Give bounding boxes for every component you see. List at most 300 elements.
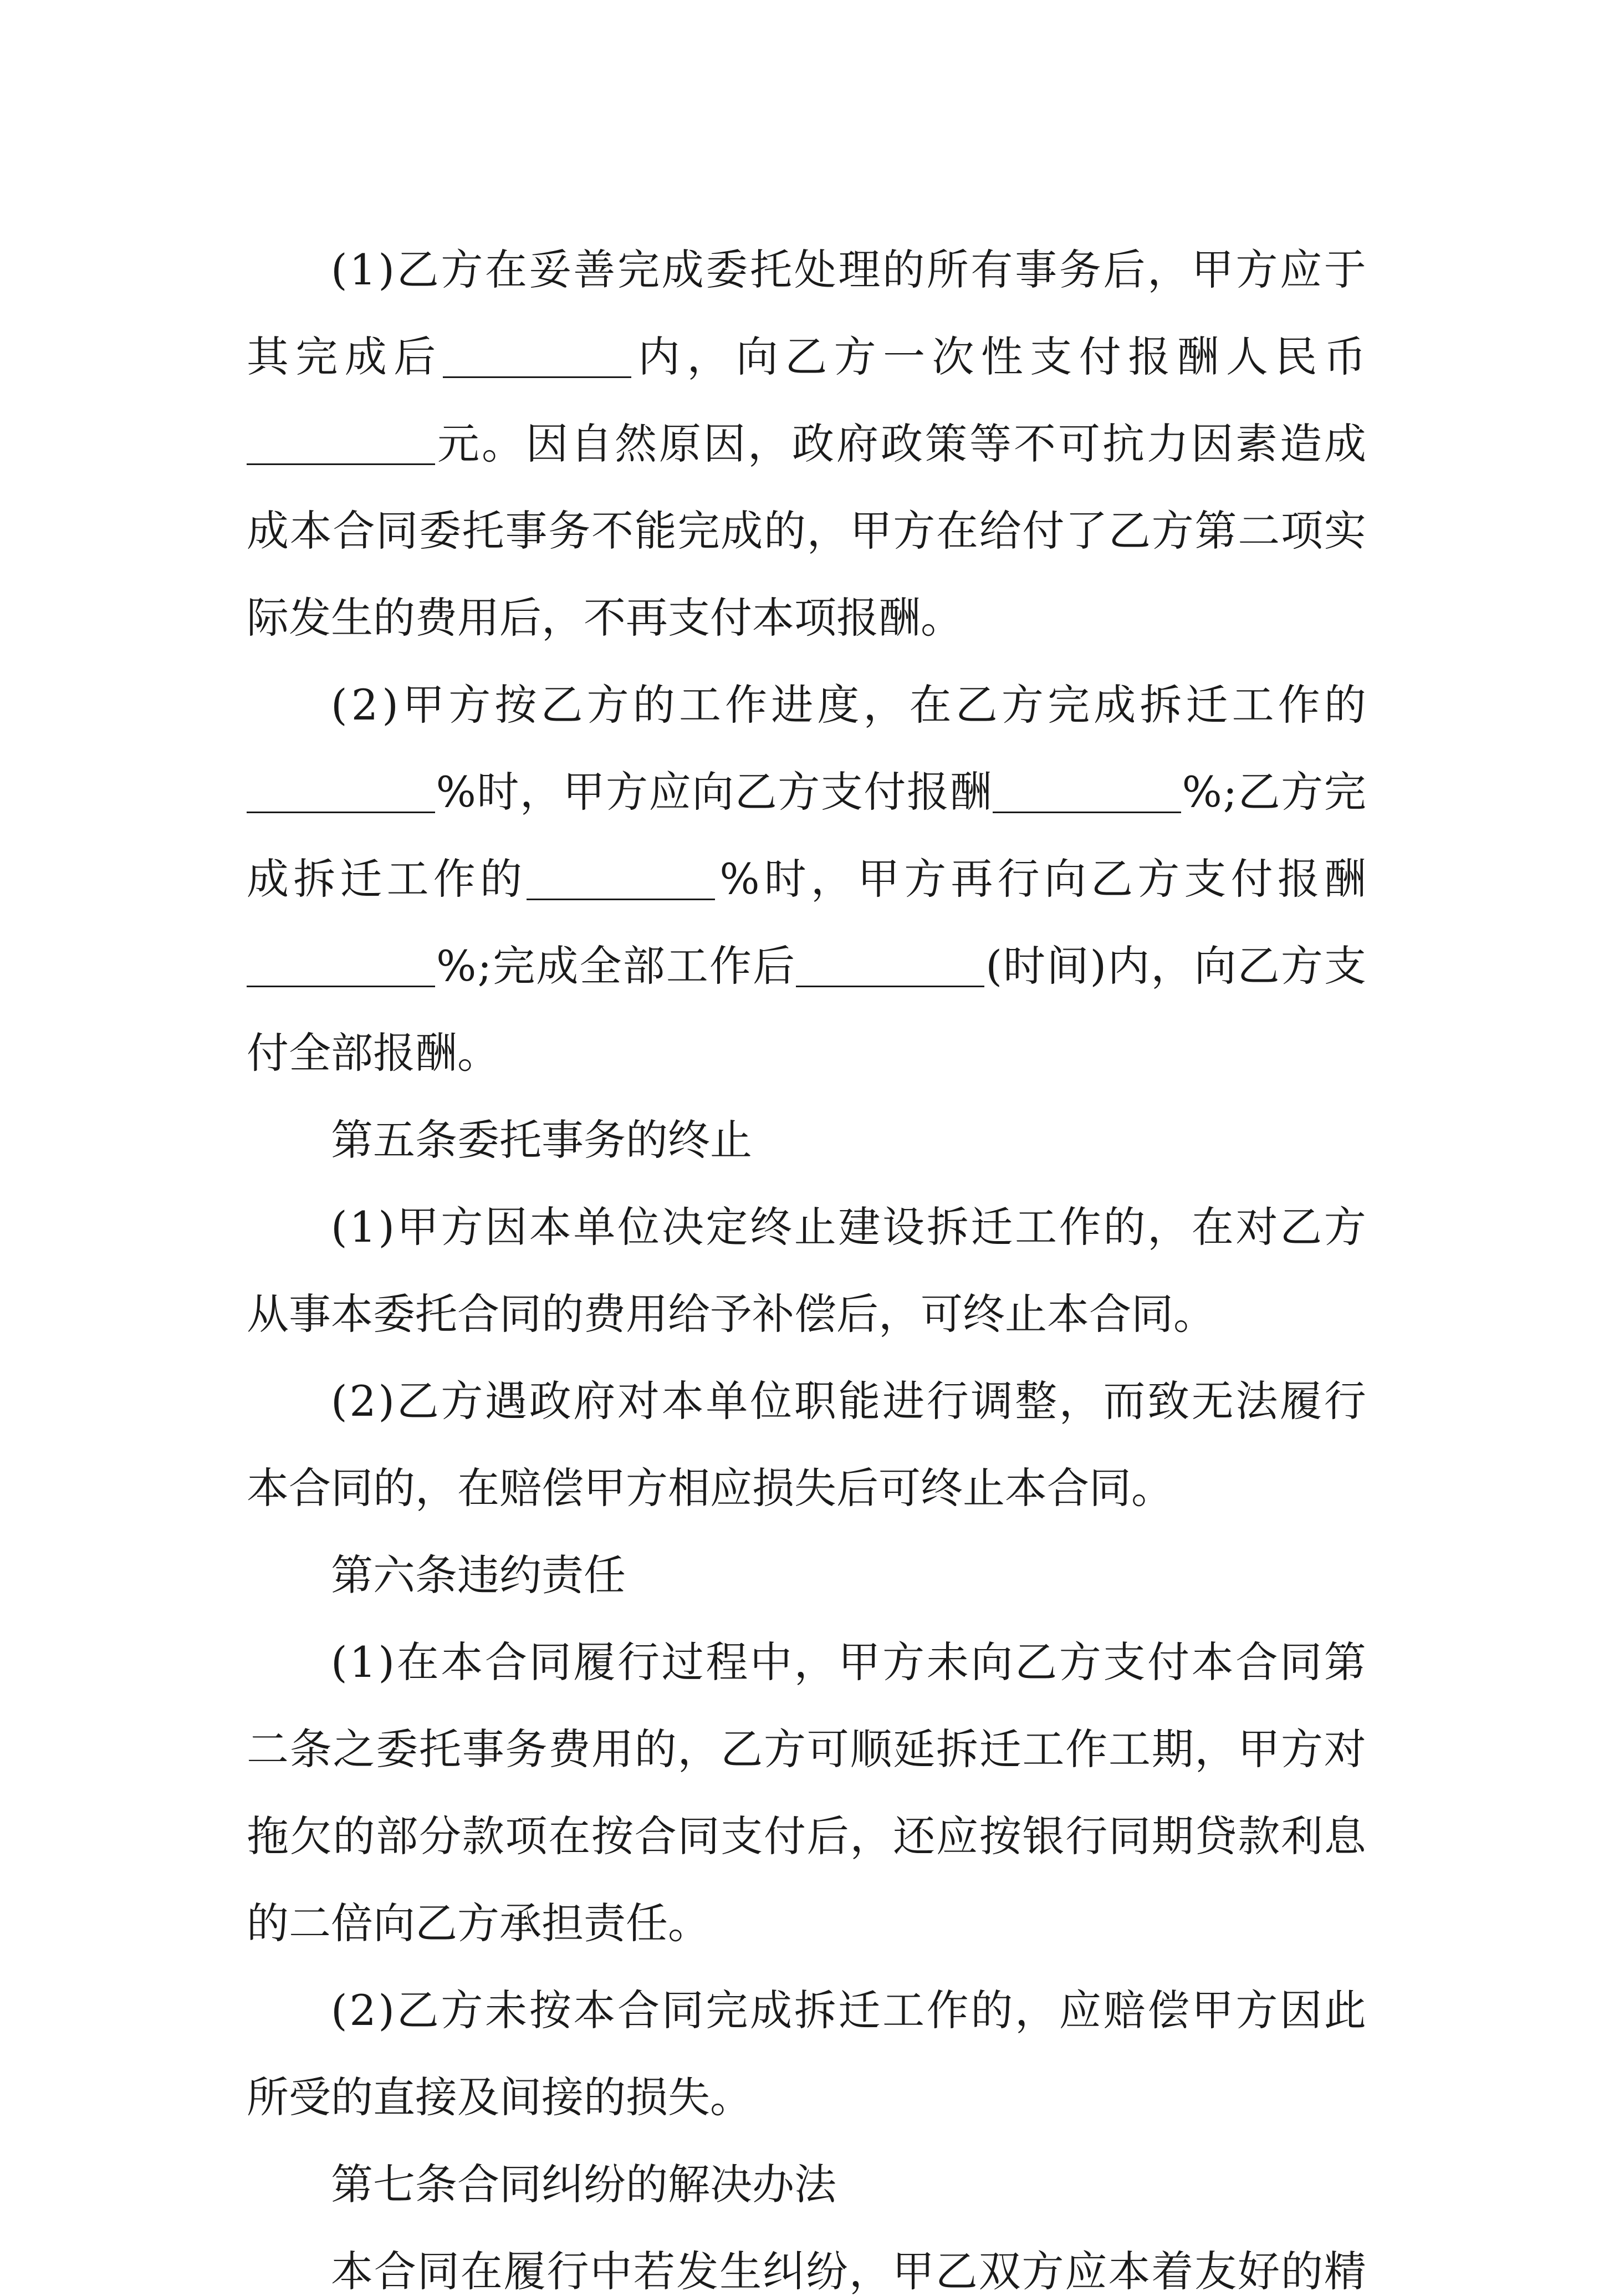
text-char: 政 [792,419,834,468]
text-char: 有 [970,245,1013,294]
text-char: 方 [1235,1986,1278,2035]
text-char: 付 [1022,506,1065,555]
text-line [247,1422,1366,1513]
text-char: 之 [333,1724,375,1774]
text-char: 原 [659,419,701,468]
text-char: 完 [493,941,535,991]
text-char: 处 [794,245,836,294]
text-char: 可 [921,1289,963,1339]
text-char: 能 [838,1376,881,1426]
text-char: 按 [529,1986,571,2035]
text-char: 合 [485,1637,528,1687]
text-char: 在 [485,245,528,294]
text-char: 还 [893,1812,936,1861]
text-char: 终 [750,1202,793,1252]
text-char: 支 [668,593,710,642]
text-char: 后 [499,593,542,642]
text-char: 同 [677,1812,720,1861]
text-char: 。 [482,419,524,468]
text-char: 付 [1230,854,1273,904]
text-char: 部 [376,1812,418,1861]
text-char: 方 [626,1463,668,1513]
text-char: 方 [457,1899,499,1948]
text-char: ; [477,941,492,991]
text-char: 可 [1058,419,1100,468]
text-char: 元 [437,419,479,468]
fill-in-blank [247,425,435,465]
text-char: 后 [806,1812,849,1861]
text-char: 的 [632,680,675,729]
text-char: 性 [980,332,1023,381]
text-char: 2 [349,1986,376,2035]
text-char: 项 [794,593,836,642]
text-char: 方 [1280,941,1323,991]
text-char: 任 [584,1550,626,1600]
text-char: 甲 [1191,245,1234,294]
text-char: 工 [1232,680,1274,729]
text-char: 的 [247,1899,289,1948]
text-char: 责 [584,1899,626,1948]
text-char: 完 [295,332,338,381]
text-char: 向 [373,1899,415,1948]
text-char: 1 [349,245,376,294]
text-char: 工 [1109,1724,1151,1774]
text-char: 按 [591,1812,634,1861]
text-char: 此 [1324,1986,1366,2035]
text-char: 方 [441,1376,483,1426]
text-char: 同 [1131,1289,1173,1339]
text-char: 履 [573,1637,616,1687]
text-char: ) [378,1376,395,1426]
text-char: 支 [1030,332,1072,381]
text-char: 的 [970,1986,1013,2035]
text-line [247,204,1366,294]
text-char: ， [1147,245,1190,294]
fill-in-blank [443,338,631,378]
text-char: ， [1194,1724,1237,1774]
text-char: 方 [834,332,876,381]
text-char: 事 [505,506,548,555]
text-char: 务 [548,506,591,555]
text-char: 本 [1108,2247,1151,2296]
text-char: 同 [331,1463,373,1513]
text-char: 乙 [1109,506,1151,555]
text-char: 方 [441,1986,483,2035]
text-char: 方 [1021,2247,1064,2296]
text-char: 费 [584,1289,626,1339]
text-char: 委 [706,245,748,294]
text-line [247,1683,1366,1774]
text-char: 七 [373,2160,415,2209]
text-char: 予 [710,1289,752,1339]
text-char: 务 [1059,245,1101,294]
text-char: 际 [247,593,289,642]
text-char: 工 [386,854,429,904]
text-char: 完 [1048,680,1090,729]
text-char: ， [1015,1986,1058,2035]
text-char: 第 [331,2160,373,2209]
text-char: 委 [457,1115,499,1165]
text-char: 履 [1280,1376,1322,1426]
text-char: 府 [836,419,878,468]
text-char: ( [331,1202,348,1252]
text-char: 乙 [415,1899,457,1948]
text-char: ， [1151,941,1193,991]
text-char: 自 [570,419,612,468]
text-char: 而 [1103,1376,1146,1426]
text-char: 酬 [878,593,921,642]
text-char: 可 [878,1463,921,1513]
text-char: 接 [415,2073,457,2122]
text-char: 合 [1235,1637,1278,1687]
text-char: ( [331,680,348,729]
text-char: 作 [1065,1724,1108,1774]
text-line [247,2119,1366,2209]
text-char: 作 [926,1986,969,2035]
text-char: 托 [462,506,504,555]
text-char: 本 [331,1289,373,1339]
text-char: 乙 [396,1376,439,1426]
text-char: 承 [499,1899,542,1948]
text-char: 乙 [1238,767,1280,817]
text-char: 方 [441,245,483,294]
text-char: 受 [289,2073,331,2122]
text-char: ( [985,941,1003,991]
text-char: 乙 [721,1724,763,1774]
text-char: 向 [735,332,778,381]
text-char: 按 [494,680,537,729]
text-char: 方 [1235,245,1278,294]
text-char: 行 [997,854,1040,904]
text-char: 务 [505,1724,548,1774]
text-char: 的 [479,854,522,904]
text-char: 本 [529,1202,571,1252]
text-char: 素 [1235,419,1278,468]
text-char: 款 [1238,1812,1280,1861]
text-char: 支 [721,1812,763,1861]
text-char: 在 [936,506,978,555]
text-char: 善 [573,245,616,294]
text-char: 合 [333,506,375,555]
text-line [247,726,1366,817]
text-char: 乙 [955,680,998,729]
text-char: 因 [703,419,745,468]
text-char: 抗 [1102,419,1145,468]
text-char: 2 [351,680,379,729]
text-char: 本 [573,1986,616,2035]
text-char: 合 [289,1463,331,1513]
text-char: 纷 [584,2160,626,2209]
text-char: 方 [882,1637,925,1687]
text-char: % [436,941,477,991]
document-page [247,204,1366,2296]
text-char: 支 [1103,1637,1146,1687]
text-char: 二 [289,1899,331,1948]
text-char: 府 [573,1376,616,1426]
text-char: 的 [626,1115,668,1165]
text-char: 后 [836,1289,878,1339]
text-char: 成 [1094,680,1136,729]
text-line [247,1335,1366,1426]
text-char: 酬 [1177,332,1219,381]
text-char: 调 [970,1376,1013,1426]
text-char: 向 [970,1637,1013,1687]
text-char: 间 [1046,941,1089,991]
text-char: 向 [1194,941,1237,991]
text-char: 所 [247,2073,289,2122]
text-char: 的 [584,2073,626,2122]
text-char: 在 [909,680,952,729]
text-char: 用 [591,1724,634,1774]
text-char: 在 [548,1812,591,1861]
text-char: 工 [1015,1202,1058,1252]
text-char: 本 [1047,1289,1089,1339]
text-char: 应 [1280,245,1322,294]
text-char: 然 [615,419,657,468]
text-char: 了 [1065,506,1108,555]
text-char: 单 [573,1202,616,1252]
text-char: 止 [963,1463,1005,1513]
text-char: 次 [932,332,974,381]
text-char: 付 [1147,1637,1190,1687]
text-char: 分 [419,1812,461,1861]
text-char: 部 [622,941,665,991]
text-char: 甲 [892,2247,934,2296]
text-char: 甲 [850,506,892,555]
text-char: 度 [817,680,860,729]
text-char: 发 [289,593,331,642]
text-char: 委 [376,1724,418,1774]
text-char: 可 [806,1724,849,1774]
text-char: 后 [1103,245,1146,294]
text-char: 期 [1151,1812,1194,1861]
text-char: 建 [838,1202,881,1252]
text-char: 方 [778,767,820,817]
text-char: 同 [1109,1812,1151,1861]
text-char: 成 [1324,419,1366,468]
text-char: 同 [376,506,418,555]
text-char: 付 [1079,332,1121,381]
text-char: 乙 [1280,1202,1322,1252]
text-char: 后 [836,1463,878,1513]
text-char: 向 [692,767,734,817]
text-char: 的 [1280,2247,1323,2296]
text-char: 完 [706,1986,748,2035]
text-char: 等 [969,419,1012,468]
text-char: 单 [706,1376,748,1426]
text-char: 时 [1003,941,1046,991]
text-char: 本 [331,2247,373,2296]
text-line [247,639,1366,729]
text-char: ) [382,680,399,729]
fill-in-blank [247,947,435,987]
text-char: 应 [710,1463,752,1513]
text-char: 报 [1128,332,1171,381]
text-char: 乙 [785,332,827,381]
text-char: 甲 [1238,1724,1280,1774]
text-char: 倍 [331,1899,373,1948]
text-char: 乙 [1015,1637,1058,1687]
text-line [247,552,1366,642]
text-char: 偿 [1147,1986,1190,2035]
text-char: 解 [668,2160,710,2209]
text-char: 工 [882,1986,925,2035]
text-char: ) [1090,941,1107,991]
text-char: 程 [706,1637,748,1687]
text-char: 甲 [396,1202,439,1252]
text-char: 顺 [850,1724,892,1774]
text-char: 同 [661,1986,704,2035]
text-char: 内 [638,332,681,381]
text-char: 合 [1047,1463,1089,1513]
text-char: 成 [721,506,763,555]
text-char: 方 [1324,1202,1366,1252]
text-char: 无 [1191,1376,1234,1426]
text-char: 致 [1147,1376,1190,1426]
text-line [247,378,1366,468]
text-char: 。 [921,593,963,642]
text-char: 全 [579,941,622,991]
text-char: 位 [617,1202,660,1252]
text-line [247,1771,1366,1861]
text-char: 整 [1015,1376,1058,1426]
text-char: 时 [477,767,519,817]
text-char: 本 [247,1463,289,1513]
text-line [247,813,1366,904]
text-char: ， [863,680,906,729]
text-char: 二 [1238,506,1280,555]
text-char: 的 [542,1289,584,1339]
text-char: 精 [1324,2247,1366,2296]
text-char: 乙 [734,767,777,817]
text-char: ， [519,767,562,817]
text-char: 按 [979,1812,1021,1861]
text-char: ) [378,1202,395,1252]
text-char: ， [806,506,849,555]
text-char: 。 [1131,1463,1173,1513]
text-char: 费 [548,1724,591,1774]
text-char: ) [378,1637,395,1687]
text-char: ; [1223,767,1238,817]
text-char: 友 [1194,2247,1237,2296]
text-char: 行 [1065,1812,1108,1861]
text-char: 止 [794,1202,836,1252]
text-char: 决 [661,1202,704,1252]
text-char: 同 [499,1289,542,1339]
text-char: 应 [1065,2247,1107,2296]
text-line [247,987,1366,1078]
text-char: 拖 [247,1812,289,1861]
text-char: 办 [752,2160,794,2209]
text-char: 民 [1275,332,1317,381]
text-char: 用 [626,1289,668,1339]
text-char: 因 [526,419,568,468]
text-char: 合 [457,1289,499,1339]
text-char: 作 [1278,680,1320,729]
text-char: 二 [247,1724,289,1774]
text-char: 遇 [485,1376,528,1426]
text-char: 直 [373,2073,415,2122]
text-char: 行 [1324,1376,1366,1426]
text-char: 的 [373,1463,415,1513]
text-char: 利 [1281,1812,1323,1861]
text-char: 终 [668,1115,710,1165]
text-char: 五 [373,1115,415,1165]
text-char: 偿 [542,1463,584,1513]
text-char: 其 [247,332,289,381]
text-char: 在 [457,1463,499,1513]
text-char: 决 [710,2160,752,2209]
text-char: 策 [925,419,967,468]
text-char: 违 [457,1550,499,1600]
text-char: 甲 [584,1463,626,1513]
text-char: 不 [584,593,626,642]
text-char: ， [1147,1202,1190,1252]
text-char: 期 [1151,1724,1194,1774]
text-char: ， [794,1637,836,1687]
text-char: ， [415,1463,457,1513]
text-char: 的 [1324,680,1366,729]
text-char: 第 [331,1550,373,1600]
text-char: 及 [457,2073,499,2122]
text-char: 力 [1147,419,1189,468]
text-char: 本 [289,506,332,555]
text-char: 未 [926,1637,969,1687]
text-char: 甲 [563,767,605,817]
text-char: 合 [634,1812,677,1861]
text-char: 补 [752,1289,794,1339]
text-char: 人 [1225,332,1268,381]
text-char: 甲 [857,854,900,904]
text-char: 委 [373,1289,415,1339]
text-char: 拆 [293,854,336,904]
text-char: ( [331,1986,348,2035]
text-char: 托 [419,1724,461,1774]
text-char: 的 [1103,1202,1146,1252]
text-char: 成 [536,941,579,991]
text-char: 乙 [1091,854,1133,904]
text-line [247,1596,1366,1687]
text-char: 。 [1173,1289,1215,1339]
text-char: 同 [529,1637,571,1687]
text-char: 工 [1022,1724,1065,1774]
text-char: 法 [794,2160,836,2209]
text-char: 方 [448,680,491,729]
text-char: % [436,767,476,817]
text-char: 酬 [949,767,992,817]
text-char: 生 [331,593,373,642]
text-char: 间 [499,2073,542,2122]
text-char: 乙 [396,245,439,294]
text-char: 着 [1151,2247,1194,2296]
text-char: 损 [626,2073,668,2122]
text-char: 定 [706,1202,748,1252]
text-char: 好 [1238,2247,1280,2296]
text-char: 付 [764,1812,806,1861]
text-char: 务 [584,1115,626,1165]
text-char: 赔 [1103,1986,1146,2035]
text-char: 作 [709,941,752,991]
text-char: 偿 [794,1289,836,1339]
text-char: ， [677,1724,720,1774]
text-line [247,1248,1366,1339]
text-char: 甲 [838,1637,881,1687]
text-char: 托 [750,245,793,294]
text-char: 合 [617,1986,660,2035]
text-char: 完 [617,245,660,294]
text-char: 止 [710,1115,752,1165]
text-char: 报 [836,593,878,642]
